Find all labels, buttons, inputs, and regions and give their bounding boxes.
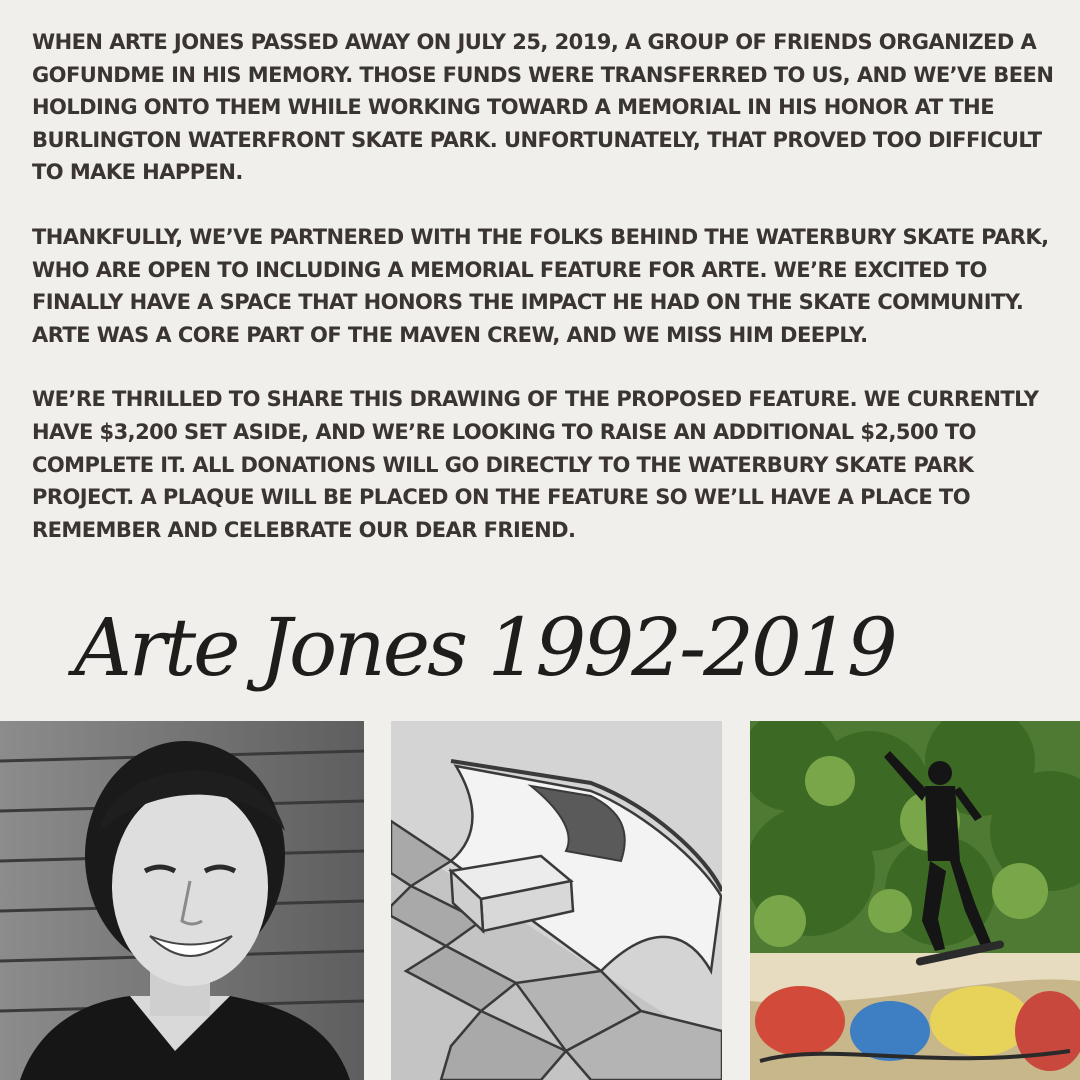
skater-photo bbox=[750, 721, 1080, 1080]
paragraph-fundraising: WE’RE THRILLED TO SHARE THIS DRAWING OF THE PROPOSED FEATURE. WE CURRENTLY HAVE $3,200 SET ASIDE, AND WE’RE LOOKING TO RAISE AN ADDITIONAL $2,500 TO COMPLETE IT. ALL DONATIONS WILL GO DIRECTLY TO THE WATERBURY SKATE PARK PROJECT. A PLAQUE WILL BE PLACED ON THE FEATURE SO WE’LL HAVE A PLACE TO REMEMBER AND CELEBRATE OUR DEAR FRIEND. bbox=[32, 387, 1039, 542]
memorial-title: Arte Jones 1992-2019 bbox=[74, 601, 895, 694]
announcement-text bbox=[32, 26, 1062, 546]
feature-drawing bbox=[391, 721, 722, 1080]
portrait-photo bbox=[0, 721, 364, 1080]
paragraph-intro: WHEN ARTE JONES PASSED AWAY ON JULY 25, 2019, A GROUP OF FRIENDS ORGANIZED A GOFUNDME IN HIS MEMORY. THOSE FUNDS WERE TRANSFERRED TO US, AND WE’VE BEEN HOLDING ONTO THEM WHILE WORKING TOWARD A MEMORIAL IN HIS HONOR AT THE BURLINGTON WATERFRONT SKATE PARK. UNFORTUNATELY, THAT PROVED TOO DIFFICULT TO MAKE HAPPEN. bbox=[32, 30, 1054, 185]
paragraph-partnership: THANKFULLY, WE’VE PARTNERED WITH THE FOLKS BEHIND THE WATERBURY SKATE PARK, WHO ARE OPEN TO INCLUDING A MEMORIAL FEATURE FOR ARTE. WE’RE EXCITED TO FINALLY HAVE A SPACE THAT HONORS THE IMPACT HE HAD ON THE SKATE COMMUNITY. ARTE WAS A CORE PART OF THE MAVEN CREW, AND WE MISS HIM DEEPLY. bbox=[32, 224, 1049, 347]
